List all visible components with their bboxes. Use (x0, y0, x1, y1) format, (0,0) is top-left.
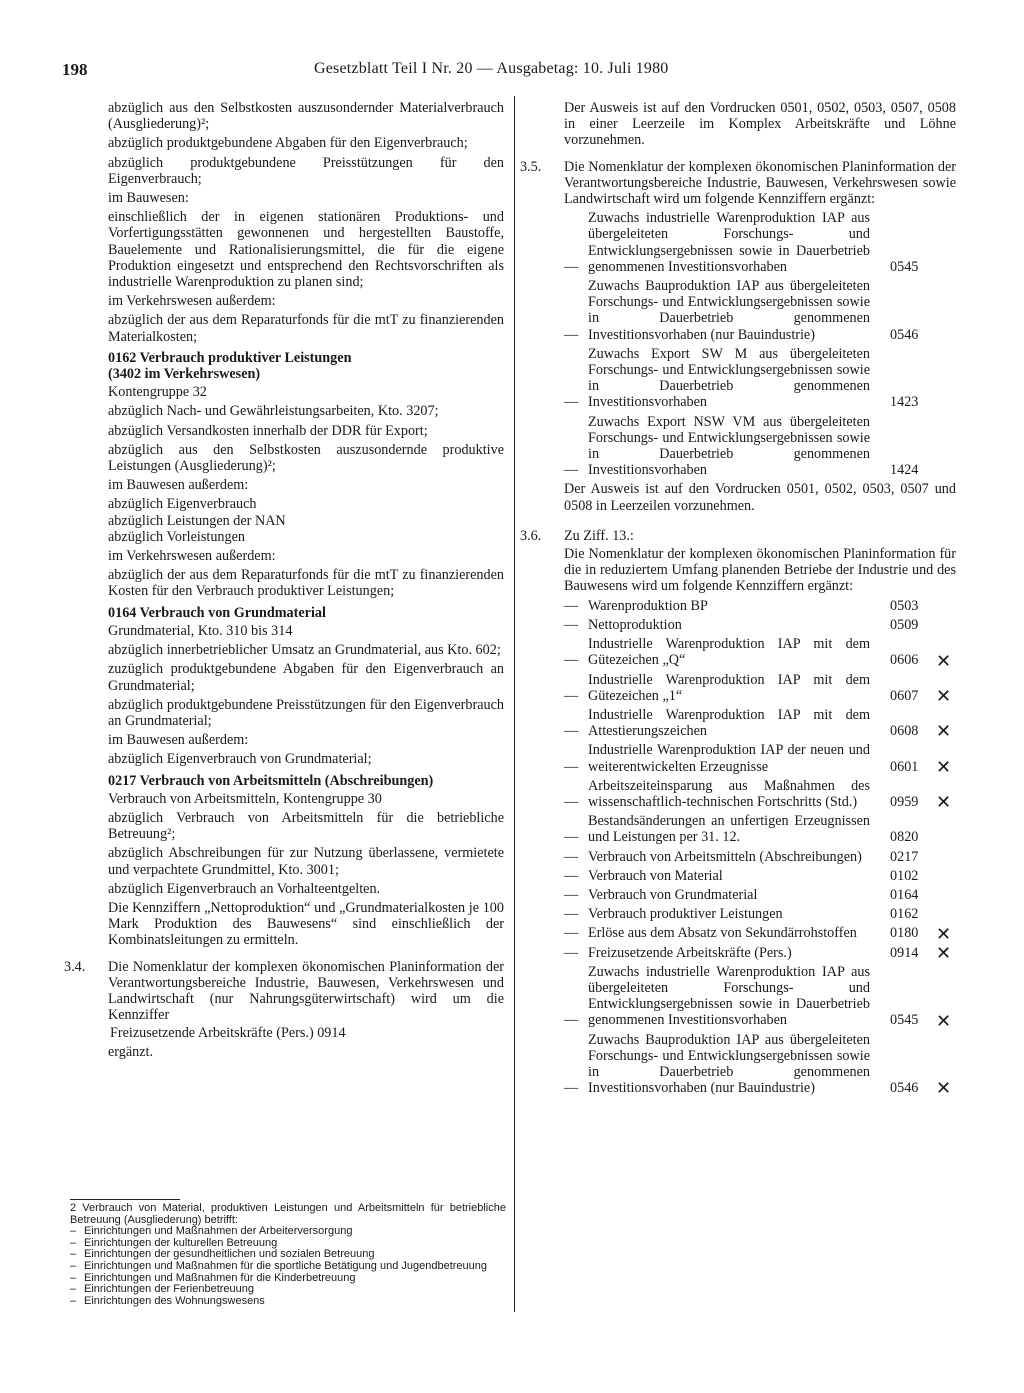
page-header (62, 60, 962, 84)
page-title: Gesetzblatt Teil I Nr. 20 — Ausgabetag: 10. Juli 1980 (314, 60, 669, 77)
dash-bullet: – (70, 1236, 77, 1249)
paragraph: abzüglich Verbrauch von Arbeitsmitteln für die betriebliche Betreuung²; (108, 809, 504, 843)
cross-mark-icon: ✕ (936, 650, 952, 671)
dash-bullet: – (70, 1225, 77, 1238)
cross-mark-icon: ✕ (936, 923, 952, 944)
paragraph: Kontengruppe 32 (108, 384, 207, 401)
kennziffer-list-3-5 (564, 210, 956, 478)
heading-0217: 0217 Verbrauch von Arbeitsmitteln (Abschreibungen) (108, 772, 434, 789)
kennziffer-item (564, 672, 956, 704)
kennziffer-code: 0546 (890, 1080, 919, 1097)
kennziffer-code: 0545 (890, 1012, 919, 1029)
paragraph: abzüglich Leistungen der NAN (108, 512, 286, 529)
kennziffer-label: Bestandsänderungen an unfertigen Erzeugnissen und Leistungen per 31. 12. (588, 813, 870, 846)
dash-bullet: – (70, 1259, 77, 1272)
kennziffer-label: Industrielle Warenproduktion IAP mit dem Gütezeichen „Q“ (588, 636, 870, 669)
heading-subtext: (3402 im Verkehrswesen) (108, 366, 261, 383)
kennziffer-label: Freizusetzende Arbeitskräfte (Pers.) (588, 944, 792, 961)
kennziffer-item (564, 617, 956, 633)
cross-mark-icon: ✕ (936, 792, 952, 813)
kennziffer-code: 0102 (890, 867, 919, 884)
paragraph: Die Nomenklatur der komplexen ökonomischen Planinformation der Verantwortungsbereiche Industrie, Bauwesen, Verkehrswesen sowie Landwirtschaft wird um folgende Kennziffern ergänzt: (564, 158, 956, 208)
paragraph: abzüglich produktgebundene Abgaben für den Eigenverbrauch; (108, 135, 468, 152)
kennziffer-item (564, 868, 956, 884)
dash-bullet: — (564, 652, 579, 669)
section-number: 3.5. (520, 158, 542, 175)
kennziffer-item (564, 813, 956, 845)
kennziffer-item (564, 1032, 956, 1097)
paragraph: abzüglich Versandkosten innerhalb der DDR für Export; (108, 422, 428, 439)
paragraph: Der Ausweis ist auf den Vordrucken 0501, 0502, 0503, 0507, 0508 in einer Leerzeile im Komplex Arbeitskräfte und Löhne vorzunehmen. (564, 100, 956, 149)
paragraph: im Bauwesen außerdem: (108, 477, 249, 494)
kennziffer-code: 0606 (890, 652, 919, 669)
dash-bullet: — (564, 1080, 579, 1097)
paragraph: abzüglich aus den Selbstkosten auszusondernder Materialverbrauch (Ausgliederung)²; (108, 100, 504, 133)
paragraph: Verbrauch von Arbeitsmitteln, Kontengruppe 30 (108, 790, 382, 807)
paragraph: abzüglich produktgebundene Preisstützungen für den Eigenverbrauch an Grundmaterial; (108, 696, 504, 729)
footnote-item-text: Einrichtungen der kulturellen Betreuung (84, 1236, 278, 1249)
heading-text: 0162 Verbrauch produktiver Leistungen (108, 349, 352, 366)
dash-bullet: — (564, 848, 579, 865)
kennziffer-code: 0503 (890, 597, 919, 614)
footnote-item (70, 1296, 506, 1308)
paragraph: ergänzt. (108, 1043, 154, 1060)
dash-bullet: — (564, 723, 579, 740)
kennziffer-list-3-6 (564, 598, 956, 1097)
dash-bullet: – (70, 1294, 77, 1307)
column-divider (514, 96, 515, 1312)
footnote-list (70, 1226, 506, 1307)
paragraph: abzüglich Eigenverbrauch an Vorhalteentgelten. (108, 880, 381, 897)
kennziffer-label: Verbrauch produktiver Leistungen (588, 906, 783, 923)
cross-mark-icon: ✕ (936, 1078, 952, 1099)
kennziffer-item (564, 414, 956, 479)
kennziffer-code: 0601 (890, 758, 919, 775)
dash-bullet: — (564, 597, 579, 614)
paragraph: abzüglich Eigenverbrauch (108, 496, 257, 513)
kennziffer-code: 0820 (890, 829, 919, 846)
footnote-item-text: Einrichtungen der Ferienbetreuung (84, 1283, 255, 1296)
paragraph: abzüglich Vorleistungen (108, 528, 245, 545)
footnote-item-text: Einrichtungen des Wohnungswesens (84, 1294, 265, 1307)
kennziffer-label: Zuwachs Export NSW VM aus übergeleiteten Forschungs- und Entwicklungsergebnissen sowie in Dauerbetrieb genommenen Investitionsvorhaben (588, 413, 870, 479)
footnote (70, 1203, 506, 1307)
footnote-item-text: Einrichtungen und Maßnahmen für die Kinderbetreuung (84, 1271, 356, 1284)
dash-bullet: – (70, 1271, 77, 1284)
kennziffer-code: 0545 (890, 258, 919, 275)
cross-mark-icon: ✕ (936, 1010, 952, 1031)
kennziffer-item (564, 964, 956, 1029)
kennziffer-label: Verbrauch von Grundmaterial (588, 886, 758, 903)
footnote-item-text: Einrichtungen und Maßnahmen der Arbeiterversorgung (84, 1225, 353, 1238)
cross-mark-icon: ✕ (936, 685, 952, 706)
footnote-intro: 2 Verbrauch von Material, produktiven Leistungen und Arbeitsmitteln für betriebliche Betreuung (Ausgliederung) betrifft: (70, 1202, 506, 1226)
kennziffer-item (564, 849, 956, 865)
section-3-4 (64, 958, 504, 1060)
kennziffer-code: 0914 (890, 944, 919, 961)
kennziffer-item (564, 636, 956, 671)
section-number: 3.6. (520, 527, 542, 544)
paragraph: im Bauwesen außerdem: (108, 732, 249, 749)
footnote-item-text: Einrichtungen und Maßnahmen für die sportliche Betätigung und Jugendbetreuung (84, 1259, 487, 1272)
paragraph: abzüglich innerbetrieblicher Umsatz an Grundmaterial, aus Kto. 602; (108, 642, 501, 659)
kennziffer-code: 0180 (890, 925, 919, 942)
kennziffer-label: Zuwachs industrielle Warenproduktion IAP aus übergeleiteten Forschungs- und Entwicklungsergebnissen sowie in Dauerbetrieb genommenen Investitionsvorhaben (588, 963, 870, 1029)
kennziffer-item (564, 887, 956, 903)
paragraph: Die Kennziffern „Nettoproduktion“ und „Grundmaterialkosten je 100 Mark Produktion des Bauwesens“ sind einschließlich der Kombinatsleitungen zu ermitteln. (108, 899, 504, 949)
footnote-rule (70, 1199, 180, 1200)
kennziffer-label: Industrielle Warenproduktion IAP der neuen und weiterentwickelten Erzeugnisse (588, 742, 870, 775)
paragraph: abzüglich der aus dem Reparaturfonds für die mtT zu finanzierenden Kosten für den Verbrauch produktiver Leistungen; (108, 567, 504, 600)
kennziffer-code: 0959 (890, 793, 919, 810)
kennziffer-code: 0607 (890, 687, 919, 704)
page-number: 198 (62, 60, 88, 79)
paragraph: zuzüglich produktgebundene Abgaben für den Eigenverbrauch an Grundmaterial; (108, 661, 504, 694)
kennziffer-label: Industrielle Warenproduktion IAP mit dem Attestierungszeichen (588, 706, 870, 740)
kennziffer-item (564, 706, 956, 742)
dash-bullet: – (70, 1248, 77, 1261)
dash-bullet: — (564, 616, 579, 633)
kennziffer-item (564, 923, 956, 944)
left-column (64, 100, 504, 1063)
kennziffer-label: Nettoproduktion (588, 616, 682, 633)
dash-bullet: — (564, 944, 579, 961)
kennziffer-item (564, 742, 956, 777)
heading-0164: 0164 Verbrauch von Grundmaterial (108, 604, 326, 621)
dash-bullet: — (564, 758, 579, 775)
dash-bullet: — (564, 886, 579, 903)
dash-bullet: — (564, 793, 579, 810)
paragraph: im Verkehrswesen außerdem: (108, 293, 276, 310)
kennziffer-label: Warenproduktion BP (588, 597, 708, 614)
kennziffer-label: Verbrauch von Arbeitsmitteln (Abschreibungen) (588, 848, 862, 865)
right-column (520, 100, 956, 1099)
kennziffer-code: 0217 (890, 848, 919, 865)
kennziffer-label: Arbeitszeiteinsparung aus Maßnahmen des wissenschaftlich-technischen Fortschritts (Std.) (588, 777, 870, 810)
dash-bullet: — (564, 326, 579, 343)
kennziffer-label: Zuwachs industrielle Warenproduktion IAP aus übergeleiteten Forschungs- und Entwicklungsergebnissen sowie in Dauerbetrieb genommenen Investitionsvorhaben (588, 210, 870, 275)
paragraph: Zu Ziff. 13.: (564, 527, 634, 544)
dash-bullet: — (564, 394, 579, 411)
kennziffer-code: 0162 (890, 906, 919, 923)
paragraph: abzüglich Nach- und Gewährleistungsarbeiten, Kto. 3207; (108, 403, 439, 420)
dash-bullet: — (564, 258, 579, 275)
paragraph: abzüglich Abschreibungen für zur Nutzung überlassene, vermietete und verpachtete Grundmittel, Kto. 3001; (108, 845, 504, 878)
cross-mark-icon: ✕ (936, 721, 952, 742)
dash-bullet: — (564, 829, 579, 846)
footnote-item (70, 1284, 506, 1296)
paragraph: im Bauwesen: (108, 190, 189, 207)
dash-bullet: – (70, 1283, 77, 1296)
kennziffer-code: 1423 (890, 394, 919, 411)
kennziffer-item (564, 906, 956, 922)
heading-0162 (108, 350, 504, 382)
paragraph: Grundmaterial, Kto. 310 bis 314 (108, 622, 293, 639)
kennziffer-item (564, 942, 956, 963)
section-3-6 (520, 527, 956, 595)
paragraph: abzüglich der aus dem Reparaturfonds für die mtT zu finanzierenden Materialkosten; (108, 312, 504, 345)
kennziffer-label: Industrielle Warenproduktion IAP mit dem Gütezeichen „1“ (588, 671, 870, 704)
dash-bullet: — (564, 1012, 579, 1029)
dash-bullet: — (564, 462, 579, 479)
kennziffer-label: Zuwachs Bauproduktion IAP aus übergeleiteten Forschungs- und Entwicklungsergebnissen sowie in Dauerbetrieb genommenen Investitionsvorhaben (nur Bauindustrie) (588, 1031, 870, 1097)
paragraph: einschließlich der in eigenen stationären Produktions- und Vorfertigungsstätten gewonnenen und hergestellten Baustoffe, Bauelemente und Rationalisierungsmittel, die für die eigene Produktion eingesetzt und entsprechend den Rechtsvorschriften als industrielle Warenproduktion zu planen sind; (108, 209, 504, 291)
kennziffer-code: 1424 (890, 462, 919, 479)
kennziffer-label: Zuwachs Export SW M aus übergeleiteten Forschungs- und Entwicklungsergebnissen sowie in Dauerbetrieb genommenen Investitionsvorhaben (588, 345, 870, 411)
paragraph: abzüglich Eigenverbrauch von Grundmaterial; (108, 751, 372, 768)
paragraph: im Verkehrswesen außerdem: (108, 548, 276, 565)
kennziffer-code: 0509 (890, 616, 919, 633)
footnote-item (70, 1261, 506, 1273)
dash-bullet: — (564, 687, 579, 704)
footnote-item-text: Einrichtungen der gesundheitlichen und sozialen Betreuung (84, 1248, 375, 1261)
kennziffer-code: 0608 (890, 723, 919, 740)
paragraph: abzüglich aus den Selbstkosten auszusondernde produktive Leistungen (Ausgliederung)²; (108, 441, 504, 475)
paragraph: Der Ausweis ist auf den Vordrucken 0501, 0502, 0503, 0507 und 0508 in Leerzeilen vorzunehmen. (564, 481, 956, 514)
cross-mark-icon: ✕ (936, 756, 952, 777)
section-3-5 (520, 158, 956, 208)
kennziffer-item (564, 598, 956, 614)
paragraph: Die Nomenklatur der komplexen ökonomischen Planinformation der Verantwortungsbereiche Industrie, Bauwesen, Verkehrswesen und Landwirtschaft (nur Nahrungsgüterwirtschaft) wird um die Kennziffer (108, 958, 504, 1024)
kennziffer-item (564, 278, 956, 343)
section-item: Freizusetzende Arbeitskräfte (Pers.) 0914 (110, 1025, 346, 1042)
cross-mark-icon: ✕ (936, 942, 952, 963)
kennziffer-label: Zuwachs Bauproduktion IAP aus übergeleiteten Forschungs- und Entwicklungsergebnissen sowie in Dauerbetrieb genommenen Investitionsvorhaben (nur Bauindustrie) (588, 278, 870, 343)
paragraph: abzüglich produktgebundene Preisstützungen für den Eigenverbrauch; (108, 154, 504, 187)
dash-bullet: — (564, 867, 579, 884)
section-number: 3.4. (64, 958, 86, 975)
dash-bullet: — (564, 906, 579, 923)
kennziffer-code: 0164 (890, 886, 919, 903)
paragraph: Die Nomenklatur der komplexen ökonomischen Planinformation für die in reduziertem Umfang planenden Betriebe der Industrie und des Bauwesens wird um folgende Kennziffern ergänzt: (564, 546, 956, 595)
kennziffer-label: Verbrauch von Material (588, 867, 723, 884)
kennziffer-label: Erlöse aus dem Absatz von Sekundärrohstoffen (588, 925, 857, 942)
dash-bullet: — (564, 925, 579, 942)
kennziffer-item (564, 346, 956, 411)
kennziffer-code: 0546 (890, 326, 919, 343)
kennziffer-item (564, 210, 956, 275)
kennziffer-item (564, 777, 956, 813)
